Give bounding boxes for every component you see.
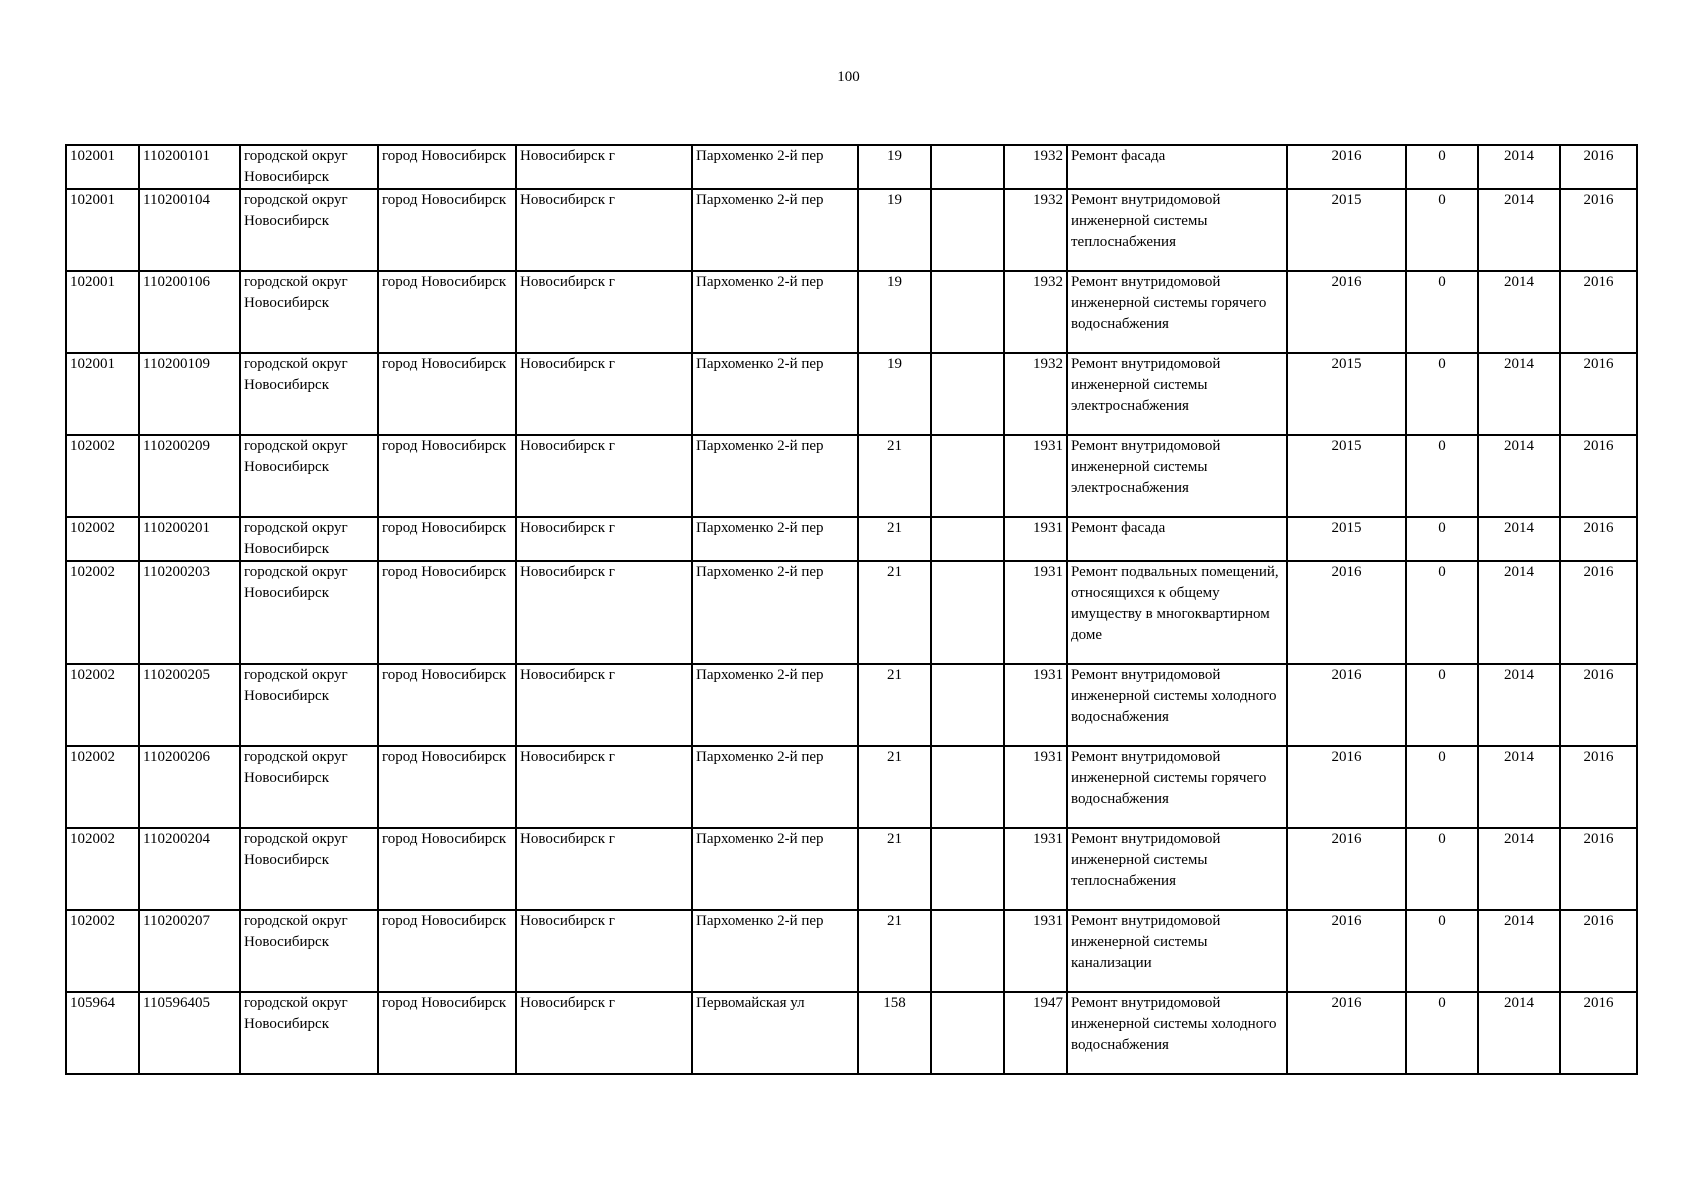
- cell-settlement: город Новосибирск: [378, 271, 516, 353]
- cell-building: [931, 271, 1004, 353]
- cell-district: городской округ Новосибирск: [240, 189, 378, 271]
- cell-district: городской округ Новосибирск: [240, 271, 378, 353]
- table-row: [66, 828, 1637, 910]
- cell-work-type: Ремонт внутридомовой инженерной системы холодного водоснабжения: [1067, 992, 1287, 1074]
- cell-city: Новосибирск г: [516, 992, 692, 1074]
- cell-period-start: 2014: [1478, 910, 1560, 992]
- cell-plan-year: 2015: [1287, 517, 1406, 561]
- cell-district: городской округ Новосибирск: [240, 910, 378, 992]
- cell-plan-year: 2016: [1287, 828, 1406, 910]
- cell-district: городской округ Новосибирск: [240, 561, 378, 664]
- cell-building: [931, 435, 1004, 517]
- cell-street: Пархоменко 2-й пер: [692, 828, 858, 910]
- cell-year-built: 1947: [1004, 992, 1067, 1074]
- cell-settlement: город Новосибирск: [378, 910, 516, 992]
- cell-settlement: город Новосибирск: [378, 189, 516, 271]
- cell-work-type: Ремонт фасада: [1067, 517, 1287, 561]
- cell-settlement: город Новосибирск: [378, 664, 516, 746]
- cell-code: 110200106: [139, 271, 240, 353]
- page-number: 100: [837, 69, 860, 85]
- cell-period-start: 2014: [1478, 517, 1560, 561]
- cell-plan-year: 2016: [1287, 910, 1406, 992]
- cell-period-start: 2014: [1478, 992, 1560, 1074]
- cell-id: 102001: [66, 353, 139, 435]
- cell-settlement: город Новосибирск: [378, 145, 516, 189]
- cell-cost: 0: [1406, 145, 1478, 189]
- cell-settlement: город Новосибирск: [378, 828, 516, 910]
- cell-id: 102001: [66, 145, 139, 189]
- cell-cost: 0: [1406, 910, 1478, 992]
- cell-period-start: 2014: [1478, 561, 1560, 664]
- table-row: [66, 435, 1637, 517]
- cell-city: Новосибирск г: [516, 189, 692, 271]
- cell-settlement: город Новосибирск: [378, 746, 516, 828]
- cell-cost: 0: [1406, 561, 1478, 664]
- cell-house-number: 21: [858, 910, 931, 992]
- cell-id: 102002: [66, 435, 139, 517]
- cell-building: [931, 189, 1004, 271]
- cell-work-type: Ремонт внутридомовой инженерной системы теплоснабжения: [1067, 189, 1287, 271]
- cell-id: 102002: [66, 517, 139, 561]
- cell-settlement: город Новосибирск: [378, 561, 516, 664]
- cell-code: 110200204: [139, 828, 240, 910]
- cell-period-end: 2016: [1560, 992, 1637, 1074]
- cell-district: городской округ Новосибирск: [240, 746, 378, 828]
- cell-year-built: 1931: [1004, 828, 1067, 910]
- cell-building: [931, 664, 1004, 746]
- cell-year-built: 1931: [1004, 561, 1067, 664]
- cell-street: Пархоменко 2-й пер: [692, 517, 858, 561]
- table-row: [66, 271, 1637, 353]
- cell-cost: 0: [1406, 435, 1478, 517]
- cell-street: Пархоменко 2-й пер: [692, 189, 858, 271]
- cell-work-type: Ремонт внутридомовой инженерной системы горячего водоснабжения: [1067, 271, 1287, 353]
- cell-period-start: 2014: [1478, 189, 1560, 271]
- cell-plan-year: 2015: [1287, 435, 1406, 517]
- cell-city: Новосибирск г: [516, 561, 692, 664]
- cell-street: Пархоменко 2-й пер: [692, 664, 858, 746]
- table-row: [66, 517, 1637, 561]
- cell-building: [931, 992, 1004, 1074]
- cell-house-number: 21: [858, 435, 931, 517]
- cell-house-number: 19: [858, 145, 931, 189]
- cell-period-start: 2014: [1478, 828, 1560, 910]
- table-row: [66, 189, 1637, 271]
- cell-period-end: 2016: [1560, 435, 1637, 517]
- cell-city: Новосибирск г: [516, 271, 692, 353]
- cell-district: городской округ Новосибирск: [240, 145, 378, 189]
- cell-plan-year: 2015: [1287, 189, 1406, 271]
- cell-house-number: 21: [858, 828, 931, 910]
- cell-id: 102002: [66, 746, 139, 828]
- cell-plan-year: 2016: [1287, 992, 1406, 1074]
- cell-id: 102002: [66, 664, 139, 746]
- cell-cost: 0: [1406, 664, 1478, 746]
- cell-code: 110200205: [139, 664, 240, 746]
- cell-district: городской округ Новосибирск: [240, 664, 378, 746]
- cell-cost: 0: [1406, 992, 1478, 1074]
- cell-year-built: 1932: [1004, 145, 1067, 189]
- cell-period-end: 2016: [1560, 189, 1637, 271]
- cell-work-type: Ремонт внутридомовой инженерной системы электроснабжения: [1067, 435, 1287, 517]
- cell-house-number: 19: [858, 271, 931, 353]
- cell-plan-year: 2015: [1287, 353, 1406, 435]
- cell-house-number: 21: [858, 746, 931, 828]
- cell-period-start: 2014: [1478, 271, 1560, 353]
- cell-plan-year: 2016: [1287, 664, 1406, 746]
- cell-city: Новосибирск г: [516, 664, 692, 746]
- cell-id: 105964: [66, 992, 139, 1074]
- cell-house-number: 21: [858, 517, 931, 561]
- cell-house-number: 158: [858, 992, 931, 1074]
- cell-settlement: город Новосибирск: [378, 353, 516, 435]
- cell-id: 102002: [66, 828, 139, 910]
- cell-year-built: 1931: [1004, 910, 1067, 992]
- cell-street: Пархоменко 2-й пер: [692, 910, 858, 992]
- cell-plan-year: 2016: [1287, 561, 1406, 664]
- cell-building: [931, 145, 1004, 189]
- cell-period-start: 2014: [1478, 353, 1560, 435]
- cell-city: Новосибирск г: [516, 435, 692, 517]
- cell-year-built: 1931: [1004, 664, 1067, 746]
- table-row: [66, 353, 1637, 435]
- cell-cost: 0: [1406, 828, 1478, 910]
- cell-district: городской округ Новосибирск: [240, 828, 378, 910]
- cell-code: 110200209: [139, 435, 240, 517]
- cell-district: городской округ Новосибирск: [240, 353, 378, 435]
- cell-building: [931, 910, 1004, 992]
- cell-street: Пархоменко 2-й пер: [692, 271, 858, 353]
- cell-year-built: 1931: [1004, 517, 1067, 561]
- cell-cost: 0: [1406, 517, 1478, 561]
- cell-district: городской округ Новосибирск: [240, 992, 378, 1074]
- table-row: [66, 746, 1637, 828]
- cell-period-end: 2016: [1560, 353, 1637, 435]
- cell-code: 110200101: [139, 145, 240, 189]
- cell-work-type: Ремонт внутридомовой инженерной системы канализации: [1067, 910, 1287, 992]
- cell-year-built: 1931: [1004, 435, 1067, 517]
- cell-year-built: 1932: [1004, 271, 1067, 353]
- cell-work-type: Ремонт подвальных помещений, относящихся к общему имуществу в многоквартирном доме: [1067, 561, 1287, 664]
- cell-period-end: 2016: [1560, 828, 1637, 910]
- cell-period-end: 2016: [1560, 561, 1637, 664]
- registry-table: [65, 144, 1638, 1075]
- cell-code: 110200206: [139, 746, 240, 828]
- cell-period-end: 2016: [1560, 910, 1637, 992]
- cell-cost: 0: [1406, 189, 1478, 271]
- cell-street: Пархоменко 2-й пер: [692, 561, 858, 664]
- cell-house-number: 19: [858, 189, 931, 271]
- table-row: [66, 992, 1637, 1074]
- cell-code: 110200201: [139, 517, 240, 561]
- cell-settlement: город Новосибирск: [378, 435, 516, 517]
- cell-period-start: 2014: [1478, 145, 1560, 189]
- cell-period-start: 2014: [1478, 746, 1560, 828]
- table-row: [66, 561, 1637, 664]
- cell-work-type: Ремонт внутридомовой инженерной системы электроснабжения: [1067, 353, 1287, 435]
- table-row: [66, 664, 1637, 746]
- cell-street: Первомайская ул: [692, 992, 858, 1074]
- cell-cost: 0: [1406, 271, 1478, 353]
- cell-period-end: 2016: [1560, 517, 1637, 561]
- cell-work-type: Ремонт фасада: [1067, 145, 1287, 189]
- cell-city: Новосибирск г: [516, 353, 692, 435]
- cell-code: 110596405: [139, 992, 240, 1074]
- cell-period-start: 2014: [1478, 664, 1560, 746]
- cell-id: 102002: [66, 561, 139, 664]
- cell-street: Пархоменко 2-й пер: [692, 435, 858, 517]
- cell-settlement: город Новосибирск: [378, 992, 516, 1074]
- cell-street: Пархоменко 2-й пер: [692, 746, 858, 828]
- cell-house-number: 19: [858, 353, 931, 435]
- cell-period-start: 2014: [1478, 435, 1560, 517]
- cell-house-number: 21: [858, 664, 931, 746]
- cell-period-end: 2016: [1560, 664, 1637, 746]
- cell-settlement: город Новосибирск: [378, 517, 516, 561]
- cell-district: городской округ Новосибирск: [240, 435, 378, 517]
- cell-code: 110200104: [139, 189, 240, 271]
- cell-city: Новосибирск г: [516, 145, 692, 189]
- cell-year-built: 1931: [1004, 746, 1067, 828]
- cell-plan-year: 2016: [1287, 271, 1406, 353]
- cell-year-built: 1932: [1004, 189, 1067, 271]
- cell-period-end: 2016: [1560, 746, 1637, 828]
- cell-plan-year: 2016: [1287, 145, 1406, 189]
- cell-id: 102001: [66, 189, 139, 271]
- cell-period-end: 2016: [1560, 271, 1637, 353]
- cell-city: Новосибирск г: [516, 910, 692, 992]
- cell-cost: 0: [1406, 353, 1478, 435]
- cell-street: Пархоменко 2-й пер: [692, 353, 858, 435]
- cell-building: [931, 561, 1004, 664]
- cell-house-number: 21: [858, 561, 931, 664]
- cell-id: 102001: [66, 271, 139, 353]
- cell-code: 110200109: [139, 353, 240, 435]
- cell-city: Новосибирск г: [516, 828, 692, 910]
- cell-building: [931, 828, 1004, 910]
- cell-city: Новосибирск г: [516, 517, 692, 561]
- cell-code: 110200203: [139, 561, 240, 664]
- cell-code: 110200207: [139, 910, 240, 992]
- cell-city: Новосибирск г: [516, 746, 692, 828]
- cell-street: Пархоменко 2-й пер: [692, 145, 858, 189]
- cell-cost: 0: [1406, 746, 1478, 828]
- cell-work-type: Ремонт внутридомовой инженерной системы горячего водоснабжения: [1067, 746, 1287, 828]
- cell-building: [931, 746, 1004, 828]
- table-row: [66, 910, 1637, 992]
- cell-building: [931, 517, 1004, 561]
- cell-period-end: 2016: [1560, 145, 1637, 189]
- cell-id: 102002: [66, 910, 139, 992]
- table-row: [66, 145, 1637, 189]
- cell-district: городской округ Новосибирск: [240, 517, 378, 561]
- table-body: [66, 145, 1637, 1074]
- cell-building: [931, 353, 1004, 435]
- cell-plan-year: 2016: [1287, 746, 1406, 828]
- cell-work-type: Ремонт внутридомовой инженерной системы теплоснабжения: [1067, 828, 1287, 910]
- cell-year-built: 1932: [1004, 353, 1067, 435]
- cell-work-type: Ремонт внутридомовой инженерной системы холодного водоснабжения: [1067, 664, 1287, 746]
